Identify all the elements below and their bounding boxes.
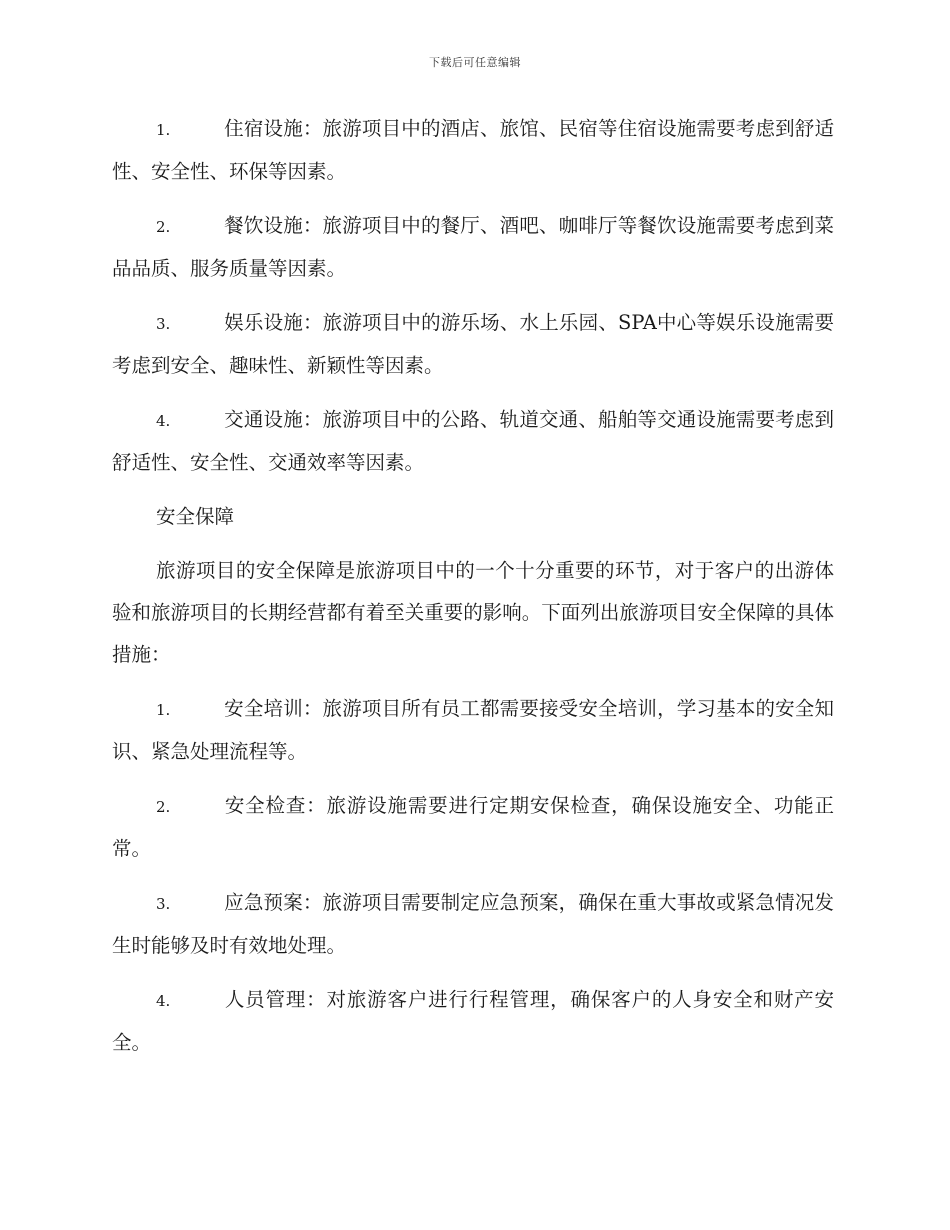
list-number: 4. — [156, 412, 171, 430]
list-number: 4. — [156, 992, 171, 1010]
facility-item-2 — [112, 205, 834, 290]
list-text: 安全培训：旅游项目所有员工都需要接受安全培训，学习基本的安全知识、紧急处理流程等。 — [112, 697, 834, 763]
facility-item-3 — [112, 302, 834, 387]
list-number: 3. — [156, 895, 171, 913]
safety-item-4 — [112, 979, 834, 1064]
list-number: 3. — [156, 315, 171, 333]
facility-item-1 — [112, 108, 834, 193]
list-text: 娱乐设施：旅游项目中的游乐场、水上乐园、SPA中心等娱乐设施需要考虑到安全、趣味性、新颖性等因素。 — [112, 311, 834, 377]
safety-intro-paragraph: 旅游项目的安全保障是旅游项目中的一个十分重要的环节，对于客户的出游体验和旅游项目的长期经营都有着至关重要的影响。下面列出旅游项目安全保障的具体措施： — [112, 559, 834, 666]
page-header-note: 下载后可任意编辑 — [429, 56, 521, 69]
list-number: 1. — [156, 121, 171, 139]
list-text: 人员管理：对旅游客户进行行程管理，确保客户的人身安全和财产安全。 — [112, 988, 834, 1054]
list-number: 2. — [156, 798, 171, 816]
list-text: 住宿设施：旅游项目中的酒店、旅馆、民宿等住宿设施需要考虑到舒适性、安全性、环保等因素。 — [112, 117, 834, 183]
facility-item-4 — [112, 399, 834, 484]
section-title-safety: 安全保障 — [156, 505, 235, 528]
list-text: 交通设施：旅游项目中的公路、轨道交通、船舶等交通设施需要考虑到舒适性、安全性、交通效率等因素。 — [112, 408, 834, 474]
list-text: 安全检查：旅游设施需要进行定期安保检查，确保设施安全、功能正常。 — [112, 794, 834, 860]
list-number: 2. — [156, 218, 171, 236]
safety-item-1 — [112, 688, 834, 773]
list-number: 1. — [156, 701, 171, 719]
list-text: 应急预案：旅游项目需要制定应急预案，确保在重大事故或紧急情况发生时能够及时有效地处理。 — [112, 891, 834, 957]
document-body — [112, 108, 834, 1076]
safety-item-2 — [112, 785, 834, 870]
safety-item-3 — [112, 882, 834, 967]
list-text: 餐饮设施：旅游项目中的餐厅、酒吧、咖啡厅等餐饮设施需要考虑到菜品品质、服务质量等因素。 — [112, 214, 834, 280]
